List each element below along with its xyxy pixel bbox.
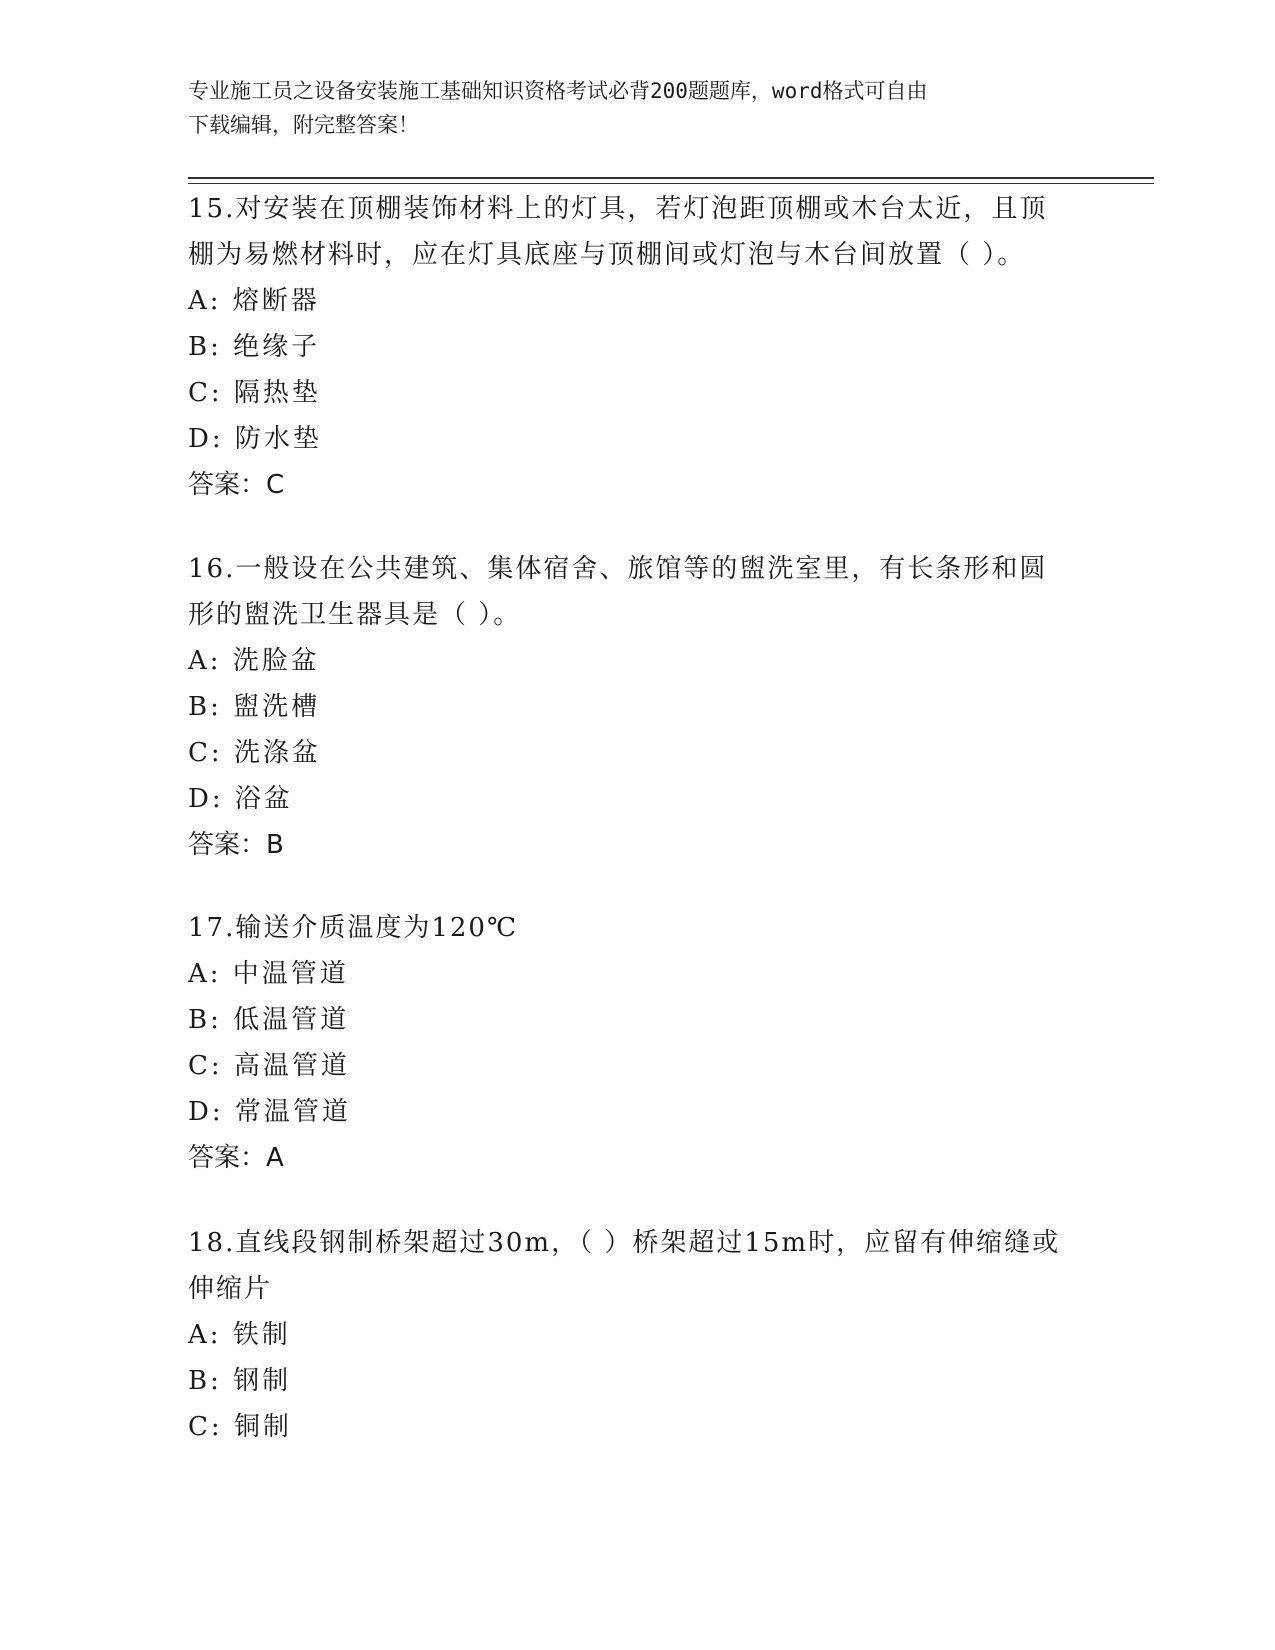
option-d: D: 常温管道: [188, 1097, 351, 1127]
header-divider-thin: [188, 183, 1154, 184]
question-15: [188, 186, 1088, 508]
answer-line: 答案：A: [188, 1143, 284, 1173]
option-a: A: 铁制: [188, 1320, 291, 1350]
option-d: D: 防水垫: [188, 424, 322, 454]
document-header: [188, 74, 1088, 142]
question-stem-line: 伸缩片: [188, 1274, 273, 1304]
option-c: C: 铜制: [188, 1412, 292, 1442]
question-18: [188, 1220, 1088, 1450]
question-16: [188, 546, 1088, 868]
option-c: C: 洗涤盆: [188, 738, 321, 768]
question-stem-line: 16.一般设在公共建筑、集体宿舍、旅馆等的盥洗室里，有长条形和圆: [188, 554, 1048, 584]
option-a: A: 熔断器: [188, 286, 320, 316]
option-a: A: 中温管道: [188, 959, 349, 989]
question-stem-line: 18.直线段钢制桥架超过30m，（ ）桥架超过15m时，应留有伸缩缝或: [188, 1228, 1061, 1258]
question-stem-line: 17.输送介质温度为120℃: [188, 913, 519, 943]
answer-line: 答案：B: [188, 830, 284, 860]
question-stem-line: 15.对安装在顶棚装饰材料上的灯具，若灯泡距顶棚或木台太近，且顶: [188, 194, 1048, 224]
question-stem-line: 形的盥洗卫生器具是（ ）。: [188, 600, 522, 630]
option-a: A: 洗脸盆: [188, 646, 320, 676]
header-divider-thick: [188, 177, 1154, 179]
header-line-1: 专业施工员之设备安装施工基础知识资格考试必背200题题库，word格式可自由: [188, 79, 928, 103]
option-d: D: 浴盆: [188, 784, 293, 814]
option-b: B: 盥洗槽: [188, 692, 321, 722]
option-b: B: 钢制: [188, 1366, 292, 1396]
option-b: B: 低温管道: [188, 1005, 350, 1035]
option-c: C: 隔热垫: [188, 378, 321, 408]
option-c: C: 高温管道: [188, 1051, 350, 1081]
option-b: B: 绝缘子: [188, 332, 321, 362]
question-stem-line: 棚为易燃材料时，应在灯具底座与顶棚间或灯泡与木台间放置（ ）。: [188, 240, 1026, 270]
header-line-2: 下载编辑，附完整答案！: [188, 113, 419, 137]
answer-line: 答案：C: [188, 470, 285, 500]
question-17: [188, 905, 1088, 1181]
